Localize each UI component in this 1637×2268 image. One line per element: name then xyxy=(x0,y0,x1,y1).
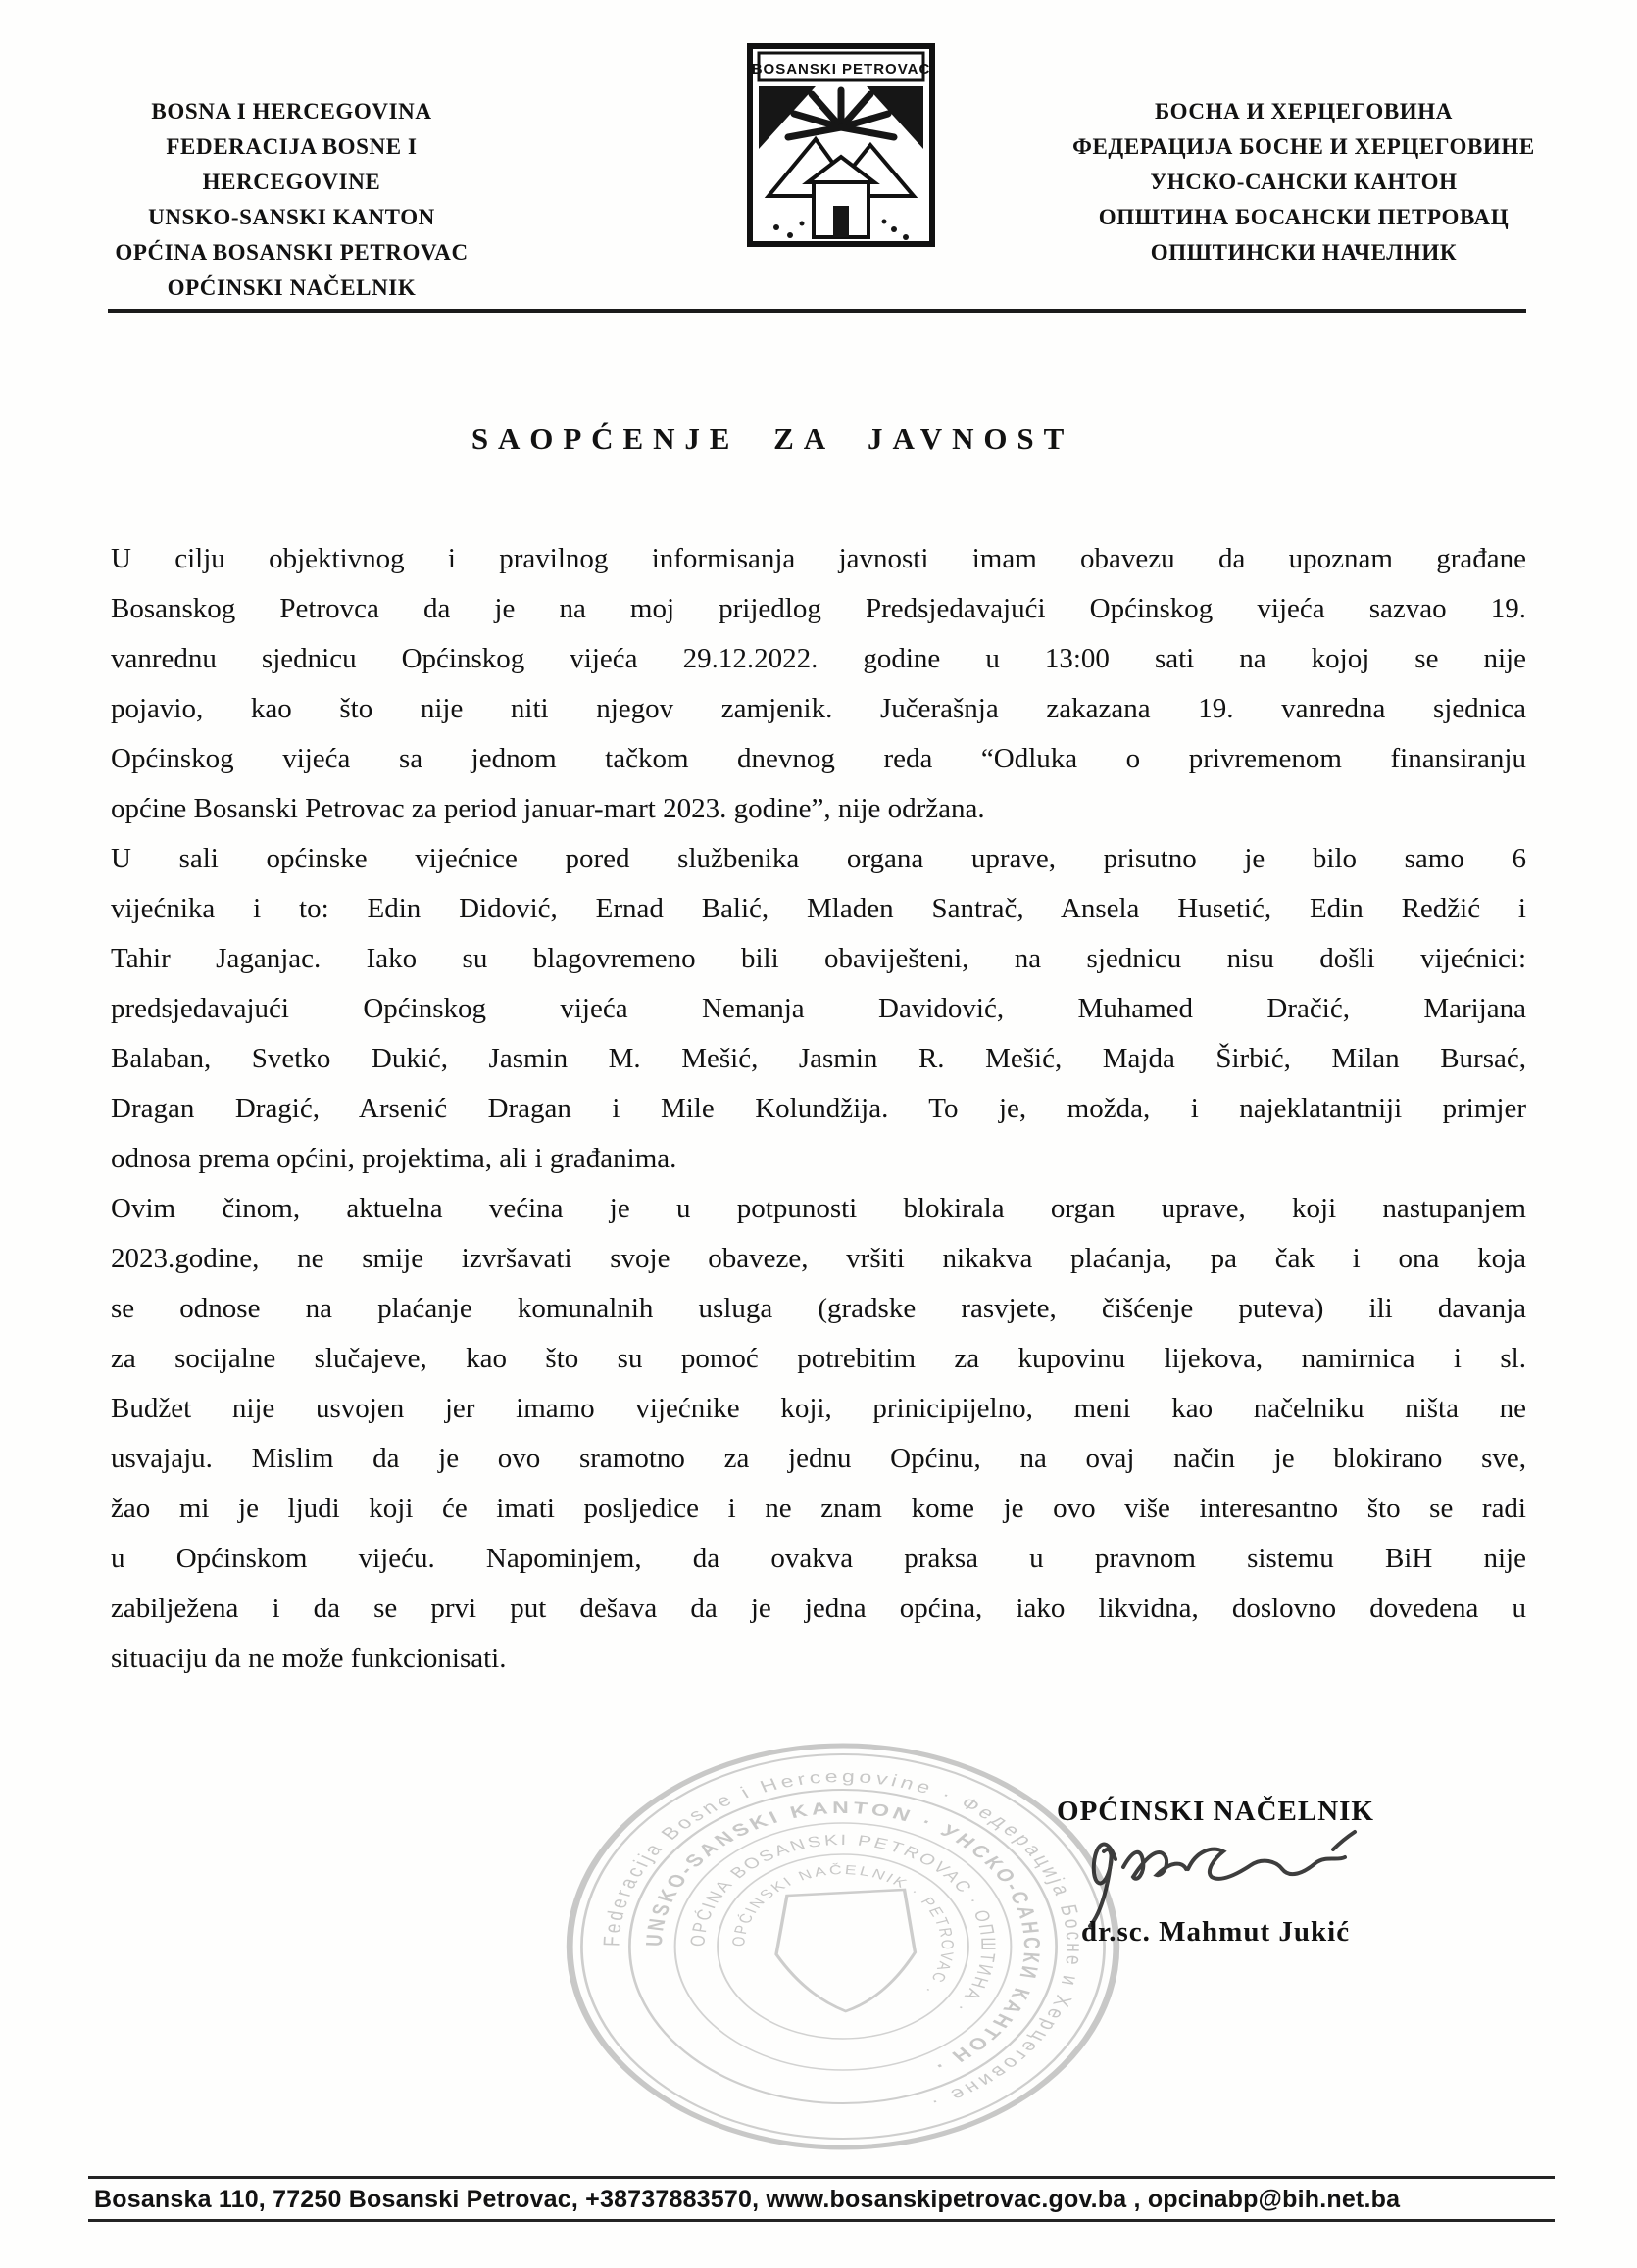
stamp-shield xyxy=(776,1890,915,2011)
body-line: Općinskog vijeća sa jednom tačkom dnevnog reda “Odluka o privremenom finansiranju xyxy=(111,743,1526,774)
body-line: u Općinskom vijeću. Napominjem, da ovakva praksa u pravnom sistemu BiH nije xyxy=(111,1543,1526,1574)
body-line: U cilju objektivnog i pravilnog informisanja javnosti imam obavezu da upoznam građane xyxy=(111,543,1526,574)
stamp-ring-inner: OPĆINA BOSANSKI PETROVAC · ОПШТИНА · xyxy=(686,1831,1000,2017)
body-line: situaciju da ne može funkcionisati. xyxy=(111,1643,507,1674)
signature-name: dr.sc. Mahmut Jukić xyxy=(1080,1916,1351,1948)
page-title: SAOPĆENJE ZA JAVNOST xyxy=(471,421,1074,456)
body-line: vijećnika i to: Edin Didović, Ernad Balić, Mladen Santrač, Ansela Husetić, Edin Redžić i xyxy=(111,893,1526,924)
municipal-coat-of-arms-icon xyxy=(747,43,935,249)
body-line: žao mi je ljudi koji će imati posljedice i ne znam kome je ovo više interesantno što se radi xyxy=(111,1493,1526,1524)
body-line: U sali općinske vijećnice pored službenika organa uprave, prisutno je bilo samo 6 xyxy=(111,843,1526,874)
body-line: općine Bosanski Petrovac za period januar-mart 2023. godine”, nije održana. xyxy=(111,793,985,824)
body-line: Budžet nije usvojen jer imamo vijećnike koji, prinicipijelno, meni kao načelniku ništa ne xyxy=(111,1393,1526,1424)
stamp-ring-middle: UNSKO-SANSKI KANTON · УНСКО-САНСКИ КАНТОН · xyxy=(642,1799,1044,2077)
header-cyrillic-line: ОПШТИНСКИ НАЧЕЛНИК xyxy=(1150,240,1458,265)
body-line: Bosanskog Petrovca da je na moj prijedlog Predsjedavajući Općinskog vijeća sazvao 19. xyxy=(111,593,1526,624)
header-cyrillic-line: БОСНА И ХЕРЦЕГОВИНА xyxy=(1154,99,1454,123)
body-line: Balaban, Svetko Dukić, Jasmin M. Mešić, Jasmin R. Mešić, Majda Širbić, Milan Bursać, xyxy=(111,1043,1526,1074)
body-line: odnosa prema općini, projektima, ali i građanima. xyxy=(111,1143,677,1174)
header-cyrillic-line: УНСКО-САНСКИ КАНТОН xyxy=(1150,170,1458,194)
header-cyrillic-line: ФЕДЕРАЦИЈА БОСНЕ И ХЕРЦЕГОВИНЕ xyxy=(1072,134,1535,159)
body-line: Tahir Jaganjac. Iako su blagovremeno bili obaviješteni, na sjednicu nisu došli vijećnici: xyxy=(111,943,1526,974)
header-latin-block xyxy=(83,94,500,306)
body-text xyxy=(111,534,1526,1684)
header-cyrillic-line: ОПШТИНА БОСАНСКИ ПЕТРОВАЦ xyxy=(1098,205,1510,229)
body-line: 2023.godine, ne smije izvršavati svoje obaveze, vršiti nikakva plaćanja, pa čak i ona koja xyxy=(111,1243,1526,1274)
body-line: za socijalne slučajeve, kao što su pomoć potrebitim za kupovinu lijekova, namirnica i sl. xyxy=(111,1343,1526,1374)
header-latin-line: OPĆINA BOSANSKI PETROVAC xyxy=(115,240,469,265)
header-latin-line: BOSNA I HERCEGOVINA xyxy=(151,99,432,123)
body-line: pojavio, kao što nije niti njegov zamjenik. Jučerašnja zakazana 19. vanredna sjednica xyxy=(111,693,1526,724)
stamp-ring-outer: Federacija Bosne i Hercegovine · Федерација Босне и Херцеговине · xyxy=(599,1767,1086,2113)
handwritten-signature xyxy=(1039,1822,1392,1930)
svg-text:OPĆINSKI NAČELNIK · PETROVAC · xyxy=(729,1863,956,1997)
footer-contact-line: Bosanska 110, 77250 Bosanski Petrovac, +38737883570, www.bosanskipetrovac.gov.ba , opcinabp@bih.net.ba xyxy=(88,2176,1555,2222)
emblem-label: BOSANSKI PETROVAC xyxy=(751,61,931,77)
header-cyrillic-block xyxy=(1059,94,1549,271)
svg-text:OPĆINA BOSANSKI PETROVAC · ОПШ xyxy=(686,1831,1000,2016)
body-line: zabilježena i da se prvi put dešava da je jedna općina, iako likvidna, doslovno dovedena u xyxy=(111,1593,1526,1624)
header-latin-line: UNSKO-SANSKI KANTON xyxy=(148,205,435,229)
body-line: vanrednu sjednicu Općinskog vijeća 29.12.2022. godine u 13:00 sati na kojoj se nije xyxy=(111,643,1526,674)
header-latin-line: FEDERACIJA BOSNE I HERCEGOVINE xyxy=(166,134,418,194)
body-line: se odnose na plaćanje komunalnih usluga (gradske rasvjete, čišćenje puteva) ili davanja xyxy=(111,1293,1526,1324)
header-divider xyxy=(108,309,1526,313)
signature-role: OPĆINSKI NAČELNIK xyxy=(1057,1796,1374,1827)
stamp-ring-center: OPĆINSKI NAČELNIK · PETROVAC · xyxy=(729,1862,957,1997)
body-line: Ovim činom, aktuelna većina je u potpunosti blokirala organ uprave, koji nastupanjem xyxy=(111,1193,1526,1224)
body-line: predsjedavajući Općinskog vijeća Nemanja Davidović, Muhamed Dračić, Marijana xyxy=(111,993,1526,1024)
body-line: Dragan Dragić, Arsenić Dragan i Mile Kolundžija. To je, možda, i najeklatantniji primjer xyxy=(111,1093,1526,1124)
header-latin-line: OPĆINSKI NAČELNIK xyxy=(167,275,417,300)
body-line: usvajaju. Mislim da je ovo sramotno za jednu Općinu, na ovaj način je blokirano sve, xyxy=(111,1443,1526,1474)
signature-block xyxy=(1000,1796,1431,1948)
